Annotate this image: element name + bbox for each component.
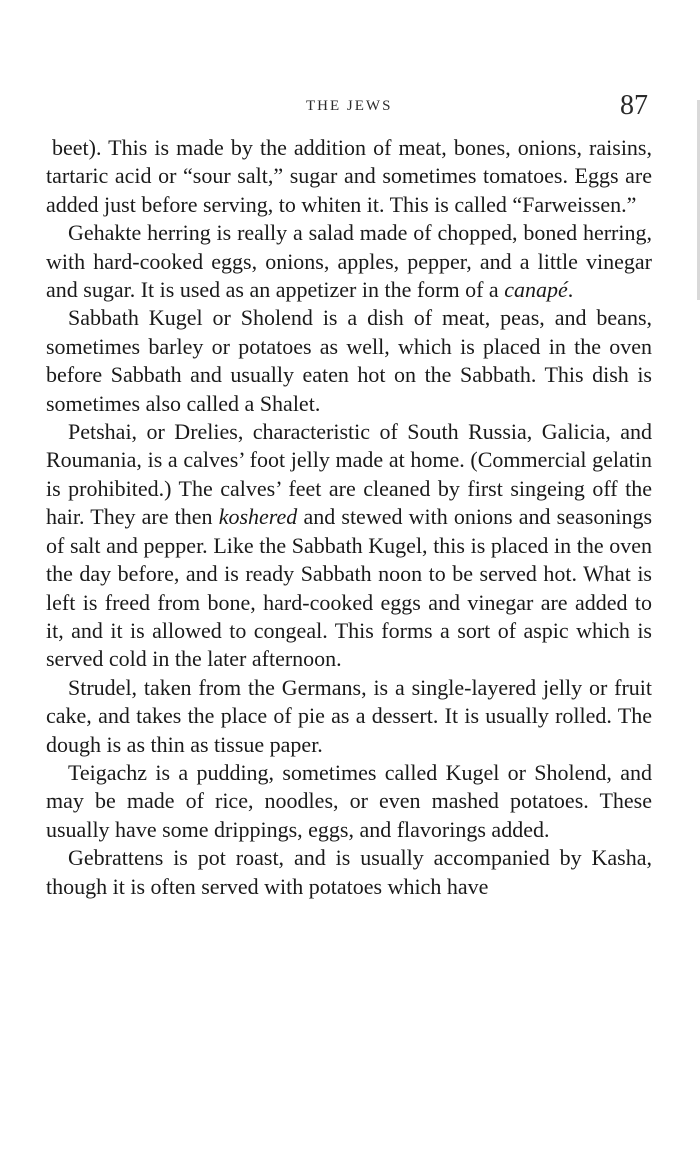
paragraph-text-tail: and stewed with onions and seasonings of salt and pepper. Like the Sabbath Kugel, this is placed in the oven the day before, and is ready Sabbath noon to be served hot. What is left is freed from bone, hard-cooked eggs and vinegar are added to it, and it is allowed to congeal. This forms a sort of aspic which is served cold in the later afternoon. — [46, 504, 653, 672]
paragraph-petshai — [46, 418, 652, 674]
paragraph-text: Sabbath Kugel or Sholend is a dish of meat, peas, and beans, sometimes barley or potatoes as well, which is placed in the oven before Sabbath and usually eaten hot on the Sabbath. This dish is sometimes also called a Shalet. — [46, 305, 652, 416]
body-text — [46, 134, 652, 901]
paragraph-text: Teigachz is a pudding, sometimes called Kugel or Sholend, and may be made of rice, noodles, or even mashed potatoes. These usually have some drippings, eggs, and flavorings added. — [46, 759, 652, 842]
paragraph-teigachz — [46, 759, 652, 844]
paragraph-gehakte-herring — [46, 219, 652, 304]
italic-term: canapé — [504, 277, 568, 303]
paragraph-text: beet). This is made by the addition of meat, bones, onions, raisins, tartaric acid or “sour salt,” sugar and sometimes tomatoes. Eggs are added just before serving, to whiten it. This is called “Farweissen.” — [46, 135, 652, 217]
running-title: THE JEWS — [306, 98, 393, 114]
paragraph-text-tail: . — [567, 277, 574, 303]
italic-term: koshered — [218, 504, 298, 530]
paragraph-sabbath-kugel — [46, 304, 652, 418]
paragraph-text: Gebrattens is pot roast, and is usually accompanied by Kasha, though it is often served with potatoes which have — [46, 845, 652, 899]
paragraph-text: Strudel, taken from the Germans, is a single-layered jelly or fruit cake, and takes the place of pie as a dessert. It is usually rolled. The dough is as thin as tissue paper. — [46, 674, 652, 757]
paragraph-text: Petshai, or Drelies, characteristic of South Russia, Galicia, and Roumania, is a calves’ foot jelly made at home. (Commercial gelatin is prohibited.) The calves’ feet are cleaned by first singeing off the hair. They are then — [46, 419, 652, 530]
running-head — [0, 90, 700, 126]
paragraph-text: Gehakte herring is really a salad made of chopped, boned herring, with hard-cooked eggs, onions, apples, pepper, and a little vinegar and sugar. It is used as an appetizer in the form of a — [46, 220, 652, 303]
paragraph-gebrattens — [46, 844, 652, 901]
paragraph-continued — [46, 134, 652, 219]
page-number: 87 — [620, 90, 648, 121]
paragraph-strudel — [46, 674, 652, 759]
